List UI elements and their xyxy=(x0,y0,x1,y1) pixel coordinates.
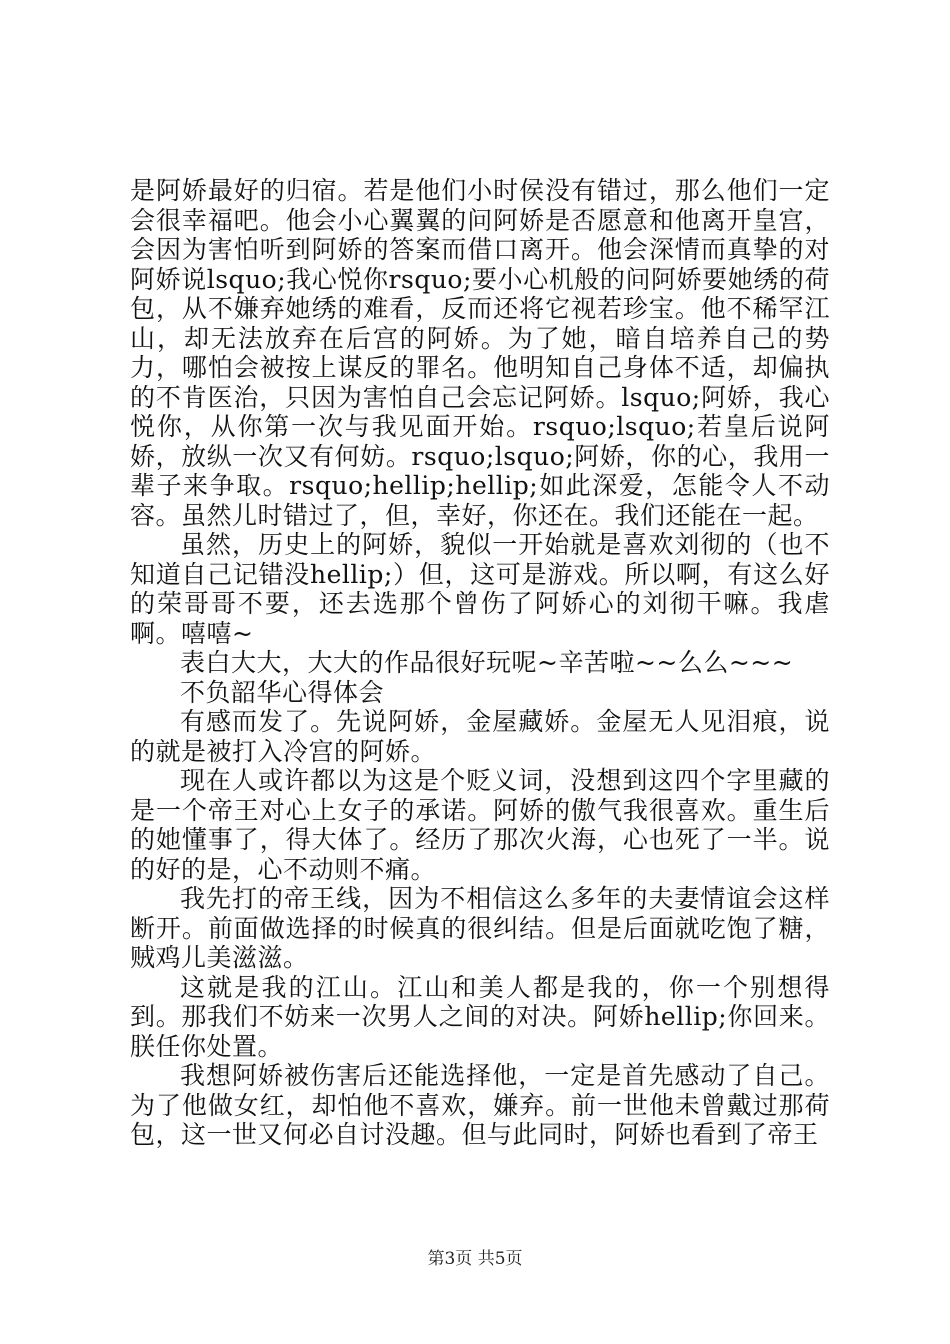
paragraph-9: 我想阿娇被伤害后还能选择他，一定是首先感动了自己。为了他做女红，却怕他不喜欢，嫌弃。前一世他未曾戴过那荷包，这一世又何必自讨没趣。但与此同时，阿娇也看到了帝王 xyxy=(130,1061,830,1149)
paragraph-5: 有感而发了。先说阿娇，金屋藏娇。金屋无人见泪痕，说的就是被打入冷宫的阿娇。 xyxy=(130,707,830,766)
page-number-footer: 第3页 共5页 xyxy=(427,1249,523,1269)
paragraph-7: 我先打的帝王线，因为不相信这么多年的夫妻情谊会这样断开。前面做选择的时候真的很纠结。但是后面就吃饱了糖，贼鸡儿美滋滋。 xyxy=(130,884,830,972)
paragraph-8: 这就是我的江山。江山和美人都是我的，你一个别想得到。那我们不妨来一次男人之间的对决。阿娇hellip;你回来。朕任你处置。 xyxy=(130,972,830,1061)
paragraph-6: 现在人或许都以为这是个贬义词，没想到这四个字里藏的是一个帝王对心上女子的承诺。阿娇的傲气我很喜欢。重生后的她懂事了，得大体了。经历了那次火海，心也死了一半。说的好的是，心不动则不痛。 xyxy=(130,766,830,884)
paragraph-2: 虽然，历史上的阿娇，貌似一开始就是喜欢刘彻的（也不知道自己记错没hellip;）但，这可是游戏。所以啊，有这么好的荣哥哥不要，还去选那个曾伤了阿娇心的刘彻干嘛。我虐啊。嘻嘻~ xyxy=(130,530,830,648)
paragraph-1: 是阿娇最好的归宿。若是他们小时侯没有错过，那么他们一定会很幸福吧。他会小心翼翼的问阿娇是否愿意和他离开皇宫，会因为害怕听到阿娇的答案而借口离开。他会深情而真挚的对阿娇说lsquo;我心悦你rsquo;要小心机般的问阿娇要她绣的荷包，从不嫌弃她绣的难看，反而还将它视若珍宝。他不稀罕江山，却无法放弃在后宫的阿娇。为了她，暗自培养自己的势力，哪怕会被按上谋反的罪名。他明知自己身体不适，却偏执的不肯医治，只因为害怕自己会忘记阿娇。lsquo;阿娇，我心悦你，从你第一次与我见面开始。rsquo;lsquo;若皇后说阿娇，放纵一次又有何妨。rsquo;lsquo;阿娇，你的心，我用一辈子来争取。rsquo;hellip;hellip;如此深爱，怎能令人不动容。虽然儿时错过了，但，幸好，你还在。我们还能在一起。 xyxy=(130,176,830,530)
section-heading: 不负韶华心得体会 xyxy=(180,677,385,707)
document-body xyxy=(130,176,830,1150)
paragraph-3: 表白大大，大大的作品很好玩呢~辛苦啦~~么么~~~ xyxy=(180,648,794,677)
